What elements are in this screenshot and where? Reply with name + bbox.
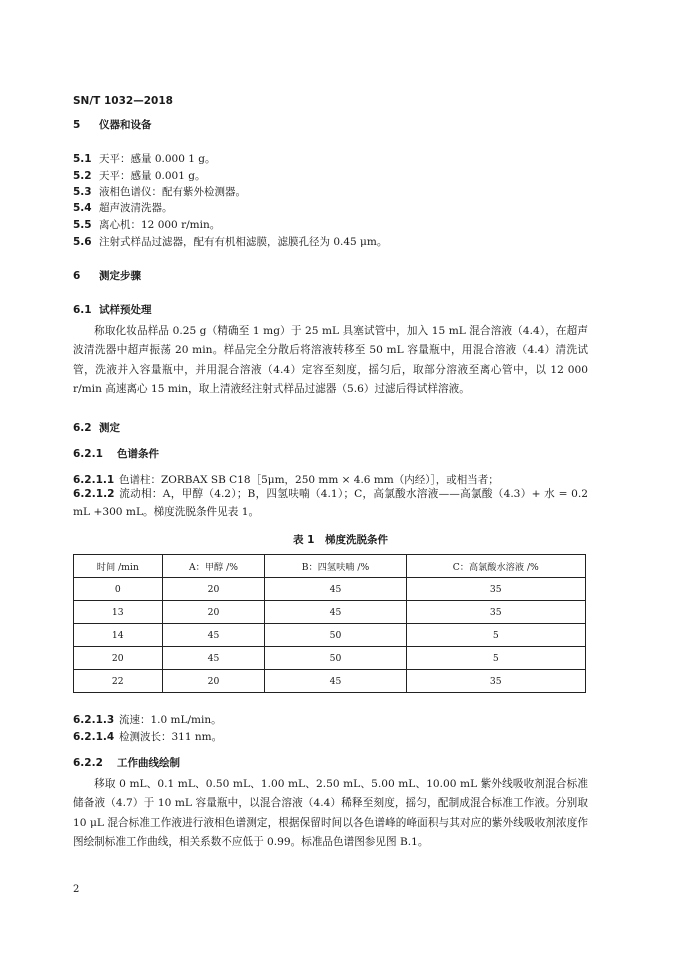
table-cell: 20	[162, 578, 265, 601]
table-cell: 45	[162, 647, 265, 670]
table-row	[74, 670, 586, 693]
item-text: 超声波清洗器。	[99, 202, 173, 214]
section-title: 工作曲线绘制	[117, 757, 180, 769]
list-item	[73, 200, 173, 215]
standard-number: SN/T 1032—2018	[73, 95, 173, 107]
page-number: 2	[73, 884, 80, 895]
list-item	[73, 168, 205, 183]
item-text: 流动相：A，甲醇（4.2）；B，四氢呋喃（4.1）；C，高氯酸水溶液——高氯酸（4.3）+ 水 = 0.2 mL +300 mL。梯度洗脱条件见表 1。	[73, 488, 588, 518]
table-cell: 22	[74, 670, 163, 693]
list-item	[73, 151, 215, 166]
section-title: 仪器和设备	[99, 119, 152, 131]
section-title: 试样预处理	[99, 304, 152, 316]
section-number: 6.2.1	[73, 448, 103, 460]
table-cell: 45	[265, 670, 406, 693]
paragraph-text: 称取化妆品样品 0.25 g（精确至 1 mg）于 25 mL 具塞试管中，加入 15 mL 混合溶液（4.4），在超声波清洗器中超声振荡 20 min。样品完全分散后将溶液转移至 50 mL 容量瓶中，用混合溶液（4.4）清洗试管，洗液并入容量瓶中，并用混合溶液（4.4）定容至刻度，摇匀后，取部分溶液至离心管中，以 12 000 r/min 高速离心 15 min，取上清液经注射式样品过滤器（5.6）过滤后得试样溶液。	[73, 325, 588, 395]
subsection-heading-6-2-1	[73, 446, 159, 461]
list-item	[73, 485, 588, 521]
table-row	[74, 578, 586, 601]
section-number: 6.1	[73, 304, 92, 316]
section-title: 测定步骤	[99, 270, 141, 282]
list-item	[73, 729, 222, 744]
section-title: 测定	[99, 422, 120, 434]
item-number: 6.2.1.2	[73, 488, 115, 500]
table-cell: 45	[265, 578, 406, 601]
table-cell: 20	[162, 601, 265, 624]
table-cell: 35	[406, 601, 585, 624]
section-number: 6	[73, 270, 81, 282]
table-cell: 50	[265, 647, 406, 670]
paragraph-text: 移取 0 mL、0.1 mL、0.50 mL、1.00 mL、2.50 mL、5.00 mL、10.00 mL 紫外线吸收剂混合标准储备液（4.7）于 10 mL 容量瓶中，以混合溶液（4.4）稀释至刻度，摇匀，配制成混合标准工作液。分别取 10 μL 混合标准工作液进行液相色谱测定，根据保留时间以各色谱峰的峰面积与其对应的紫外线吸收剂浓度作图绘制标准工作曲线，相关系数不应低于 0.99。标准品色谱图参见图 B.1。	[73, 778, 588, 848]
item-text: 液相色谱仪：配有紫外检测器。	[99, 186, 246, 198]
item-number: 6.2.1.3	[73, 714, 115, 726]
item-number: 5.3	[73, 186, 92, 198]
table-row	[74, 647, 586, 670]
table-header-row	[74, 555, 586, 578]
table-cell: 50	[265, 624, 406, 647]
table-cell: 20	[74, 647, 163, 670]
column-header: B：四氢呋喃 /%	[265, 555, 406, 578]
item-number: 5.4	[73, 202, 92, 214]
section-number: 6.2	[73, 422, 92, 434]
item-number: 5.2	[73, 170, 92, 182]
table-cell: 35	[406, 670, 585, 693]
item-number: 5.5	[73, 219, 92, 231]
table-row	[74, 624, 586, 647]
column-header: A：甲醇 /%	[162, 555, 265, 578]
section-heading-6	[73, 268, 141, 283]
table-cell: 45	[162, 624, 265, 647]
table-row	[74, 601, 586, 624]
paragraph-pretreatment	[73, 322, 588, 399]
list-item	[73, 712, 222, 727]
list-item	[73, 217, 220, 232]
table-cell: 20	[162, 670, 265, 693]
list-item	[73, 184, 246, 199]
item-text: 检测波长：311 nm。	[119, 731, 223, 743]
item-text: 色谱柱：ZORBAX SB C18［5μm，250 mm × 4.6 mm（内经）］，或相当者；	[119, 474, 499, 486]
subsection-heading-6-2	[73, 420, 120, 435]
item-number: 6.2.1.4	[73, 731, 115, 743]
section-title: 色谱条件	[117, 448, 159, 460]
section-heading-5	[73, 117, 152, 132]
item-text: 天平：感量 0.000 1 g。	[99, 153, 216, 165]
item-text: 注射式样品过滤器，配有有机相滤膜，滤膜孔径为 0.45 μm。	[99, 236, 388, 248]
subsection-heading-6-2-2	[73, 755, 180, 770]
table-cell: 35	[406, 578, 585, 601]
item-number: 5.6	[73, 236, 92, 248]
table-cell: 5	[406, 624, 585, 647]
item-text: 天平：感量 0.001 g。	[99, 170, 206, 182]
subsection-heading-6-1	[73, 302, 152, 317]
table-cell: 14	[74, 624, 163, 647]
section-number: 5	[73, 119, 81, 131]
table-cell: 45	[265, 601, 406, 624]
item-number: 6.2.1.1	[73, 474, 115, 486]
table-cell: 0	[74, 578, 163, 601]
item-text: 离心机：12 000 r/min。	[99, 219, 221, 231]
section-number: 6.2.2	[73, 757, 103, 769]
column-header: 时间 /min	[74, 555, 163, 578]
item-text: 流速：1.0 mL/min。	[119, 714, 222, 726]
paragraph-calibration	[73, 775, 588, 852]
list-item	[73, 234, 387, 249]
item-number: 5.1	[73, 153, 92, 165]
column-header: C：高氯酸水溶液 /%	[406, 555, 585, 578]
gradient-table	[73, 554, 586, 693]
table-cell: 13	[74, 601, 163, 624]
table-caption: 表 1 梯度洗脱条件	[293, 534, 388, 546]
table-cell: 5	[406, 647, 585, 670]
